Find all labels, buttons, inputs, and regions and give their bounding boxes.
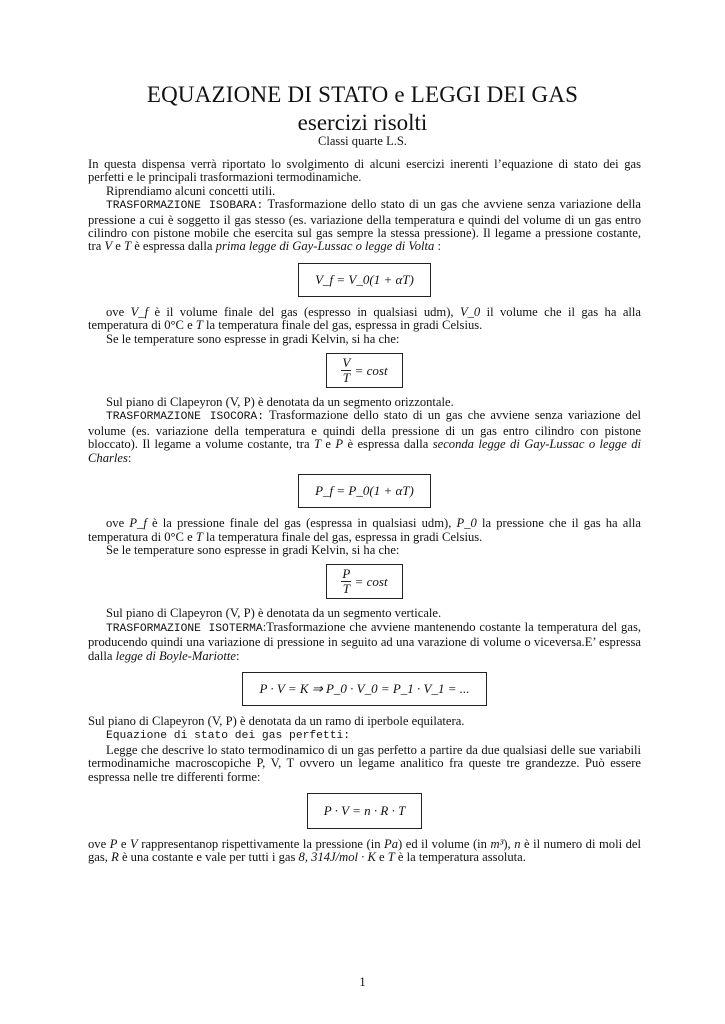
final-pa: Pa bbox=[384, 836, 399, 851]
final-p: P bbox=[109, 836, 118, 851]
document-title: EQUAZIONE DI STATO e LEGGI DEI GAS bbox=[146, 82, 579, 107]
final-n: n bbox=[514, 836, 521, 851]
frac2-rhs: = cost bbox=[354, 574, 388, 590]
isocora-e: e bbox=[320, 437, 336, 452]
clapeyron-paragraph-1: Sul piano di Clapeyron (V, P) è denotata da un segmento orizzontale. bbox=[106, 395, 454, 410]
isoterma-label: TRASFORMAZIONE ISOTERMA bbox=[106, 622, 263, 635]
stato-label-paragraph bbox=[88, 728, 641, 743]
frac2 bbox=[341, 567, 351, 596]
frac1-equation bbox=[326, 353, 402, 388]
isocora-text-b: è espressa dalla bbox=[343, 437, 433, 452]
final-m3: m³ bbox=[490, 836, 504, 851]
document-subtitle: esercizi risolti bbox=[297, 110, 428, 135]
isobara-e: e bbox=[112, 239, 125, 254]
isocora-explanation bbox=[88, 517, 641, 544]
isobara-text-b: è espressa dalla bbox=[131, 239, 216, 254]
final-g: è una costante e vale per tutti i gas bbox=[118, 850, 299, 865]
isocora-text-a: Trasformazione dello stato di un gas che avviene senza variazione del volume (es. variazione della temperatura e quindi della pressione di un gas entro cilindro con pistone bloccato). Il legame a volume costante, tra bbox=[88, 408, 641, 452]
isoterma-text-a: :Trasformazione che avviene mantenendo costante la temperatura del gas, producendo quindi una variazione di pressione in seguito ad una varazione di volume o viceversa.E’ espressa dalla bbox=[88, 619, 641, 663]
isobara-equation-wrap bbox=[88, 263, 641, 297]
isobara-text-a: Trasformazione dello stato di un gas che avviene senza variazione della pressione a cui è soggetto il gas stesso (es. variazione della temperatura e quindi del volume di un gas entro cilindro con pistone mobile che esercita sul gas sempre la stessa pressione). Il legame a pressione costante, tra bbox=[88, 197, 641, 254]
page-number: 1 bbox=[359, 975, 366, 989]
isocora-law: seconda legge di Gay-Lussac o legge di Charles bbox=[88, 437, 641, 465]
isobara-explanation bbox=[88, 306, 641, 333]
isobara-after-c: il volume che il gas ha alla temperatura di 0°C e bbox=[88, 304, 641, 333]
isobara-label: TRASFORMAZIONE ISOBARA: bbox=[106, 200, 264, 213]
final-e: ), bbox=[503, 836, 515, 851]
frac2-equation-wrap bbox=[88, 564, 641, 599]
isocora-paragraph bbox=[88, 409, 641, 465]
isobara-after-v0: V_0 bbox=[459, 304, 481, 319]
final-f: è il numero di moli del gas, bbox=[88, 836, 641, 865]
stato-paragraph: Legge che descrive lo stato termodinamico di un gas perfetto a partire da due qualsiasi delle sue variabili termodinamiche macroscopiche P, V, T ovvero un legame analitico fra queste tre grandezze. Può essere espressa nelle tre differenti forme: bbox=[88, 742, 641, 784]
isocora-after-b: è la pressione finale del gas (espressa in qualsiasi udm), bbox=[146, 516, 457, 531]
isocora-after-d: la temperatura finale del gas, espressa in gradi Celsius. bbox=[202, 529, 483, 544]
isobara-equation: V_f = V_0(1 + αT) bbox=[298, 263, 431, 297]
isocora-label: TRASFORMAZIONE ISOCORA: bbox=[106, 411, 264, 424]
frac1-equation-wrap bbox=[88, 353, 641, 388]
isobara-law: prima legge di Gay-Lussac o legge di Volta bbox=[215, 239, 435, 254]
final-b: e bbox=[117, 836, 131, 851]
isobara-text-c: : bbox=[434, 239, 441, 254]
final-rval: 8, 314J/mol · K bbox=[298, 850, 376, 865]
isocora-after-t: T bbox=[195, 529, 203, 544]
final-d: ) ed il volume (in bbox=[398, 836, 491, 851]
isocora-p: P bbox=[335, 437, 344, 452]
final-a: ove bbox=[88, 836, 110, 851]
isocora-equation-wrap bbox=[88, 474, 641, 508]
clapeyron-paragraph-3: Sul piano di Clapeyron (V, P) è denotata da un ramo di iperbole equilatera. bbox=[88, 713, 465, 728]
isocora-equation: P_f = P_0(1 + αT) bbox=[298, 474, 431, 508]
stato-equation-wrap bbox=[88, 793, 641, 829]
isoterma-equation-wrap bbox=[88, 672, 641, 706]
isocora-text-c: : bbox=[127, 450, 132, 465]
frac1-rhs: = cost bbox=[354, 362, 388, 378]
final-v: V bbox=[130, 836, 138, 851]
isoterma-text-b: : bbox=[235, 648, 240, 663]
kelvin-paragraph-2: Se le temperature sono espresse in gradi Kelvin, si ha che: bbox=[106, 542, 400, 557]
final-c: rappresentanop rispettivamente la pressione (in bbox=[137, 836, 385, 851]
final-t: T bbox=[387, 850, 395, 865]
clapeyron-paragraph-2: Sul piano di Clapeyron (V, P) è denotata da un segmento verticale. bbox=[106, 606, 442, 621]
frac2-den: T bbox=[342, 581, 350, 597]
recall-paragraph: Riprendiamo alcuni concetti utili. bbox=[106, 183, 276, 198]
isobara-after-d: la temperatura finale del gas, espressa in gradi Celsius. bbox=[202, 318, 483, 333]
isobara-after-t: T bbox=[195, 318, 203, 333]
final-h: e bbox=[375, 850, 388, 865]
kelvin-paragraph-1: Se le temperature sono espresse in gradi Kelvin, si ha che: bbox=[106, 331, 400, 346]
isobara-after-b: è il volume finale del gas (espresso in qualsiasi udm), bbox=[148, 304, 460, 319]
document-body bbox=[88, 158, 641, 865]
isocora-after-p0: P_0 bbox=[456, 516, 477, 531]
frac2-equation bbox=[326, 564, 402, 599]
frac1-den: T bbox=[342, 370, 350, 386]
frac1-num: V bbox=[342, 355, 351, 371]
isocora-after-a: ove bbox=[106, 516, 130, 531]
intro-paragraph: In questa dispensa verrà riportato lo svolgimento di alcuni esercizi inerenti l’equazione di stato dei gas perfetti e le principali trasformazioni termodinamiche. bbox=[88, 157, 641, 185]
isobara-paragraph bbox=[88, 198, 641, 254]
isobara-v: V bbox=[104, 239, 113, 254]
frac2-num: P bbox=[342, 566, 351, 582]
isocora-after-c: la pressione che il gas ha alla temperatura di 0°C e bbox=[88, 516, 641, 544]
final-paragraph bbox=[88, 838, 641, 865]
isobara-after-a: ove bbox=[106, 304, 131, 319]
isobara-after-vf: V_f bbox=[130, 304, 149, 319]
isoterma-paragraph bbox=[88, 621, 641, 663]
isoterma-equation: P · V = K ⇒ P_0 · V_0 = P_1 · V_1 = ... bbox=[242, 672, 486, 706]
isobara-t: T bbox=[124, 239, 132, 254]
document-author: Classi quarte L.S. bbox=[318, 134, 407, 148]
frac1 bbox=[341, 356, 351, 385]
stato-equation: P · V = n · R · T bbox=[307, 793, 423, 829]
stato-label: Equazione di stato dei gas perfetti: bbox=[106, 730, 351, 743]
final-i: è la temperatura assoluta. bbox=[394, 850, 526, 865]
isocora-t: T bbox=[313, 437, 321, 452]
final-r: R bbox=[111, 850, 119, 865]
isoterma-law: legge di Boyle-Mariotte bbox=[115, 648, 236, 663]
isocora-after-pf: P_f bbox=[129, 516, 147, 531]
